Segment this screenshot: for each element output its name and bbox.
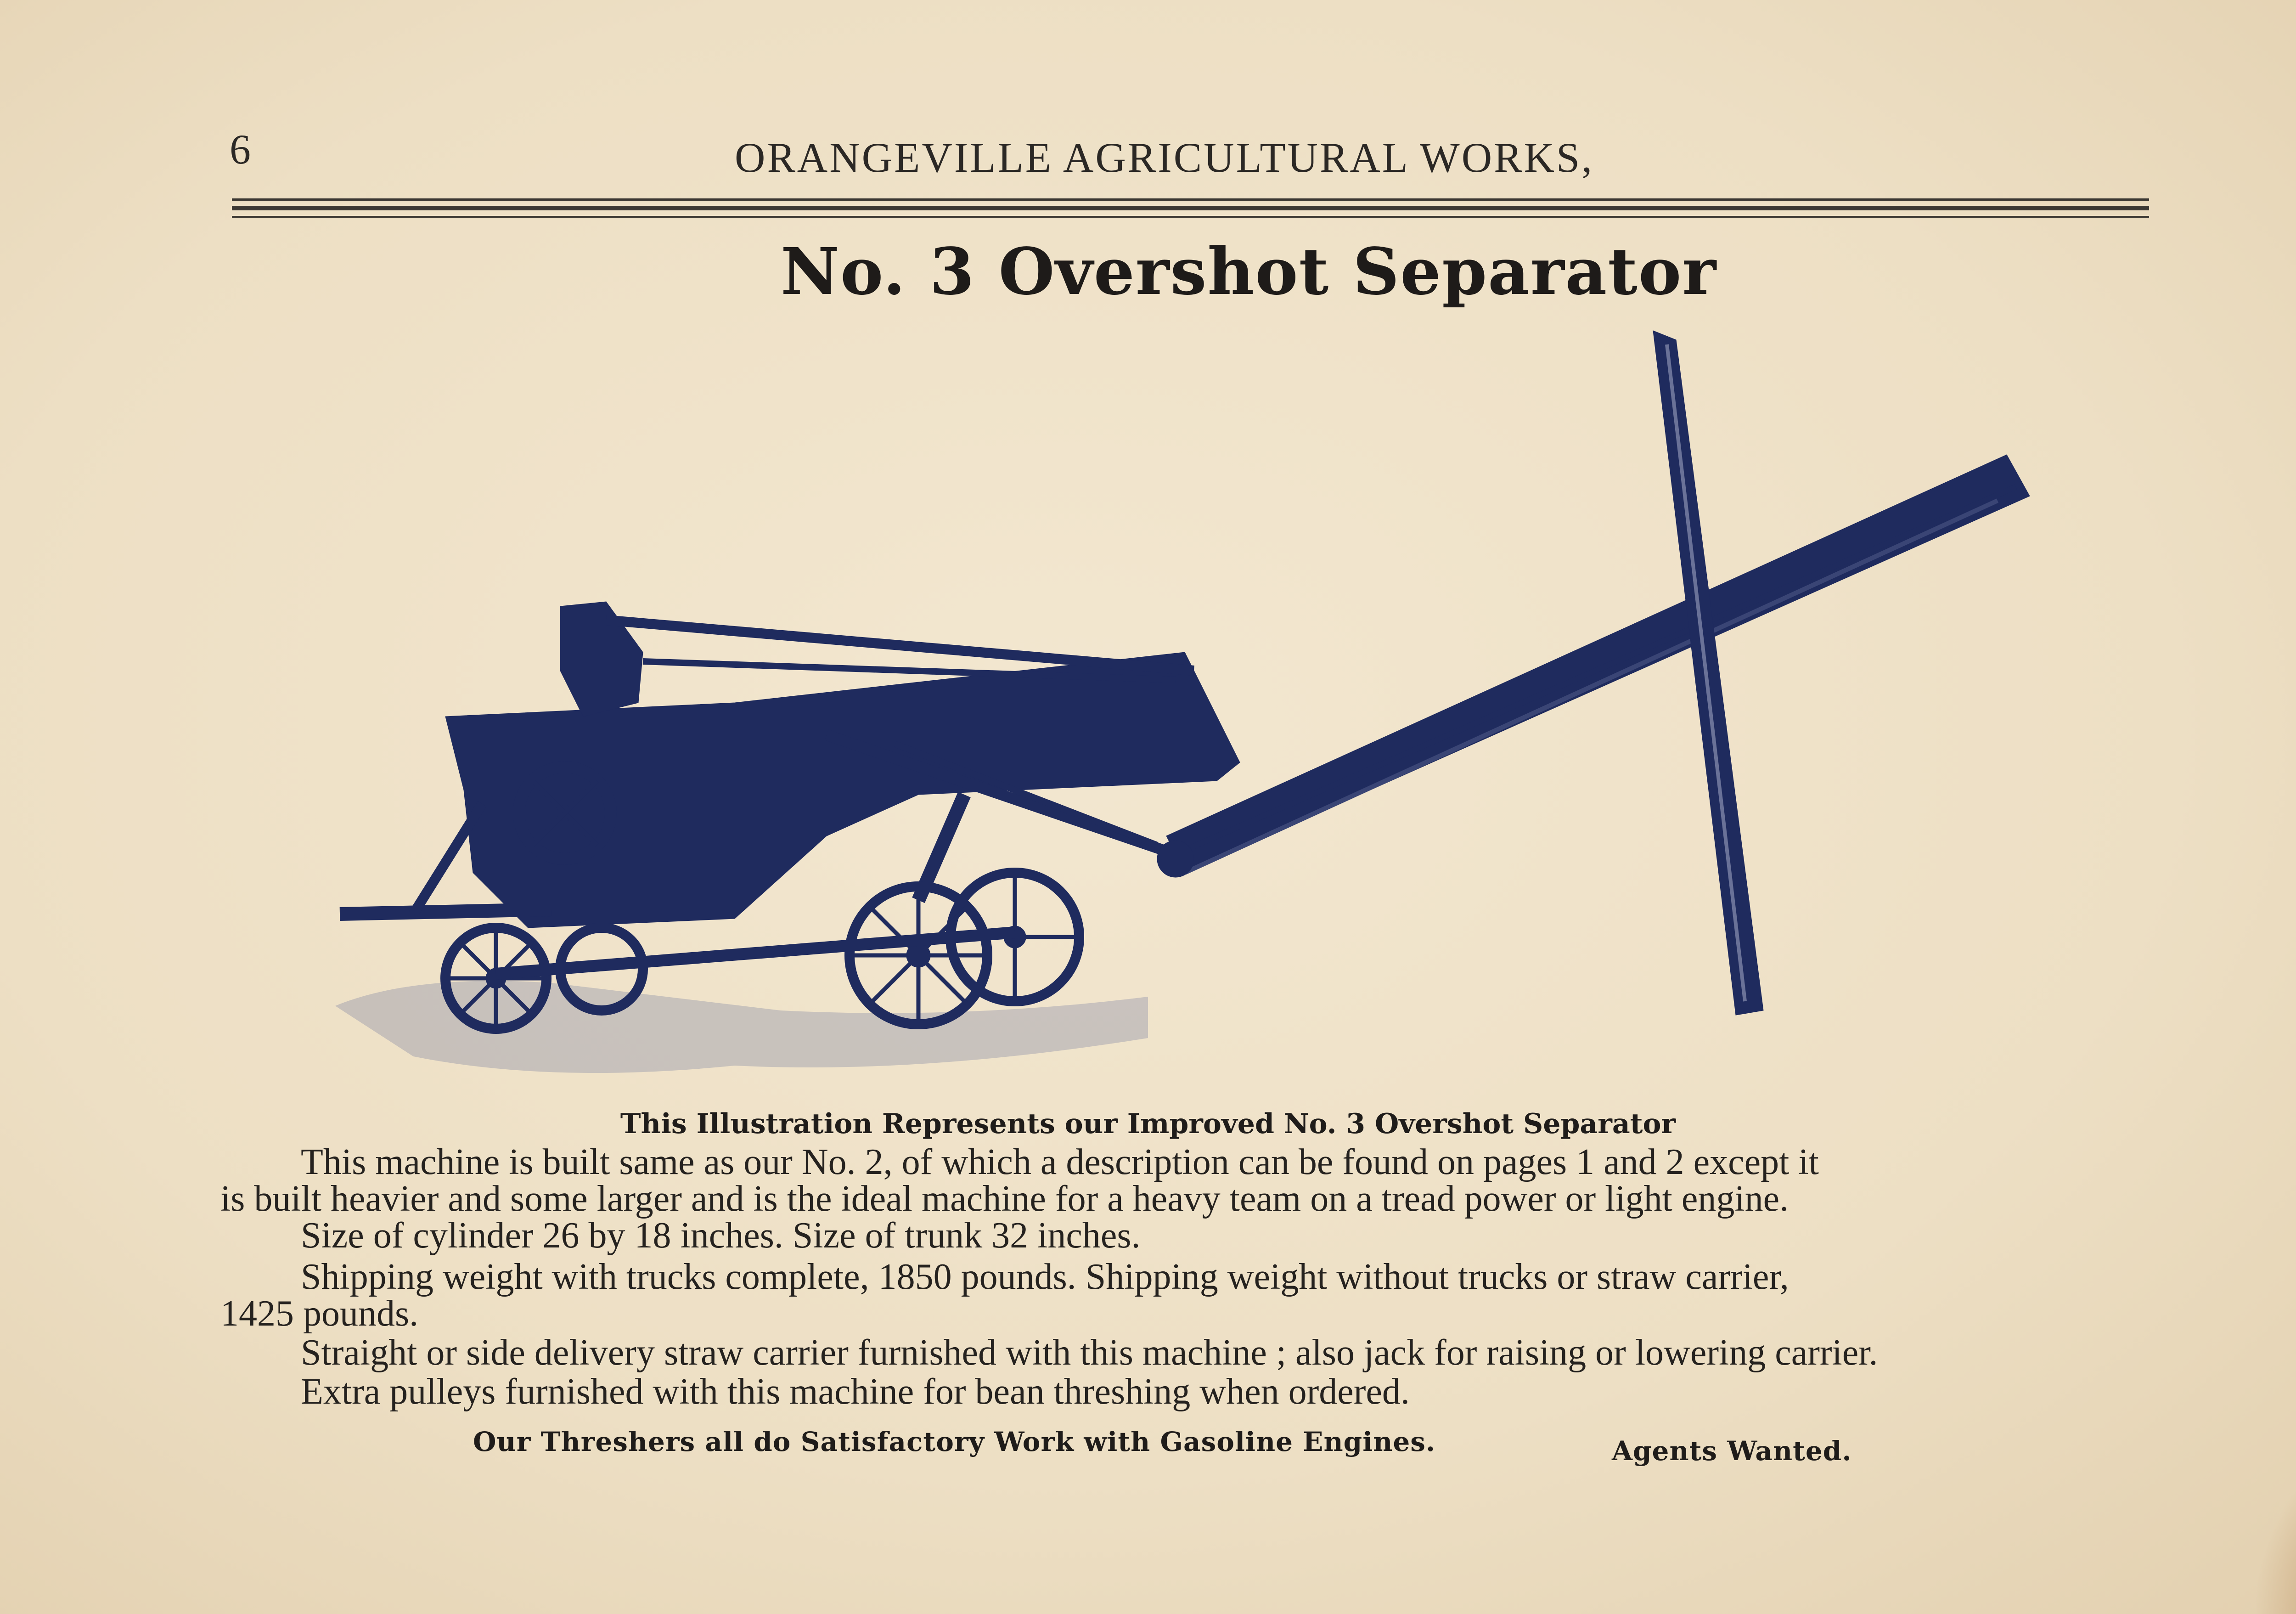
body-line-1: This machine is built same as our No. 2, of which a description can be found on pages 1 and 2 except it (301, 1142, 1819, 1182)
footer-slogan: Our Threshers all do Satisfactory Work with Gasoline Engines. (473, 1426, 1436, 1457)
body-line-4: Shipping weight with trucks complete, 1850 pounds. Shipping weight without trucks or straw carrier, (301, 1257, 1789, 1297)
body-line-7: Extra pulleys furnished with this machine for bean threshing when ordered. (301, 1371, 1410, 1412)
header-rule-middle (232, 206, 2149, 210)
footer-agents-wanted: Agents Wanted. (1612, 1435, 1852, 1467)
body-line-3: Size of cylinder 26 by 18 inches. Size of trunk 32 inches. (301, 1215, 1141, 1256)
body-line-5: 1425 pounds. (220, 1293, 419, 1334)
running-head: ORANGEVILLE AGRICULTURAL WORKS, (735, 134, 1594, 181)
page-number: 6 (230, 126, 251, 173)
body-line-2: is built heavier and some larger and is the ideal machine for a heavy team on a tread power or light engine. (220, 1179, 1789, 1219)
header-rule-bottom (232, 216, 2149, 218)
body-line-6: Straight or side delivery straw carrier furnished with this machine ; also jack for raising or lowering carrier. (301, 1332, 1878, 1373)
separator-illustration (321, 322, 2066, 1102)
illustration-caption: This Illustration Represents our Improved No. 3 Overshot Separator (620, 1108, 1676, 1140)
page-title: No. 3 Overshot Separator (781, 234, 1717, 310)
header-rule-top (232, 198, 2149, 201)
paper-stain (2254, 1449, 2296, 1614)
